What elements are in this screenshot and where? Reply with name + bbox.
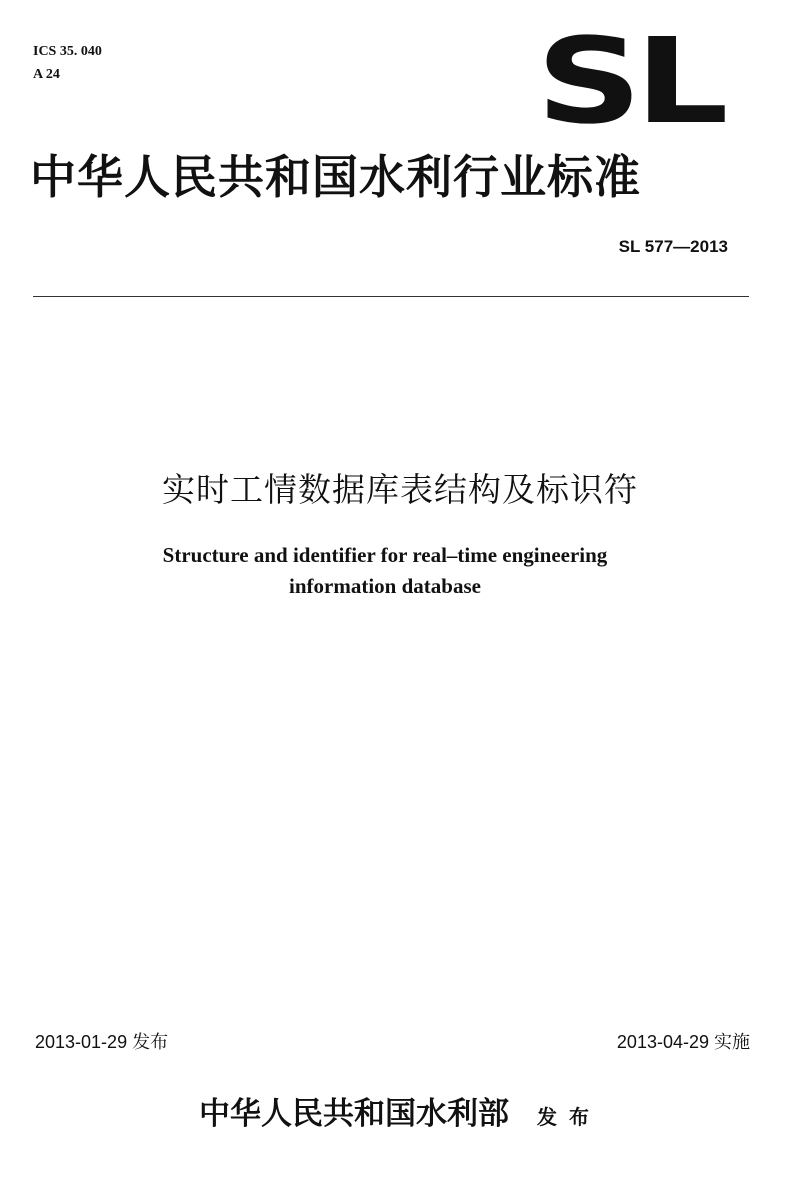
issue-date: 2013-01-29 发布 (35, 1032, 169, 1052)
document-title-en (0, 540, 770, 602)
document-title-zh: 实时工情数据库表结构及标识符 (162, 470, 638, 509)
sl-logo: SL (536, 12, 722, 150)
publisher-verb: 发布 (537, 1105, 601, 1129)
page-title: 中华人民共和国水利行业标准 (30, 150, 641, 204)
document-title-en-line2: information database (289, 574, 481, 598)
ccs-code: A 24 (33, 67, 60, 82)
classification-codes (33, 40, 102, 86)
document-title-en-line1: Structure and identifier for real–time engineering (162, 543, 608, 567)
publisher (0, 1088, 800, 1133)
ics-code: ICS 35. 040 (33, 44, 102, 59)
divider (33, 296, 749, 297)
standard-number: SL 577—2013 (618, 237, 728, 256)
implementation-date: 2013-04-29 实施 (616, 1032, 750, 1052)
publisher-name: 中华人民共和国水利部 (199, 1096, 509, 1132)
